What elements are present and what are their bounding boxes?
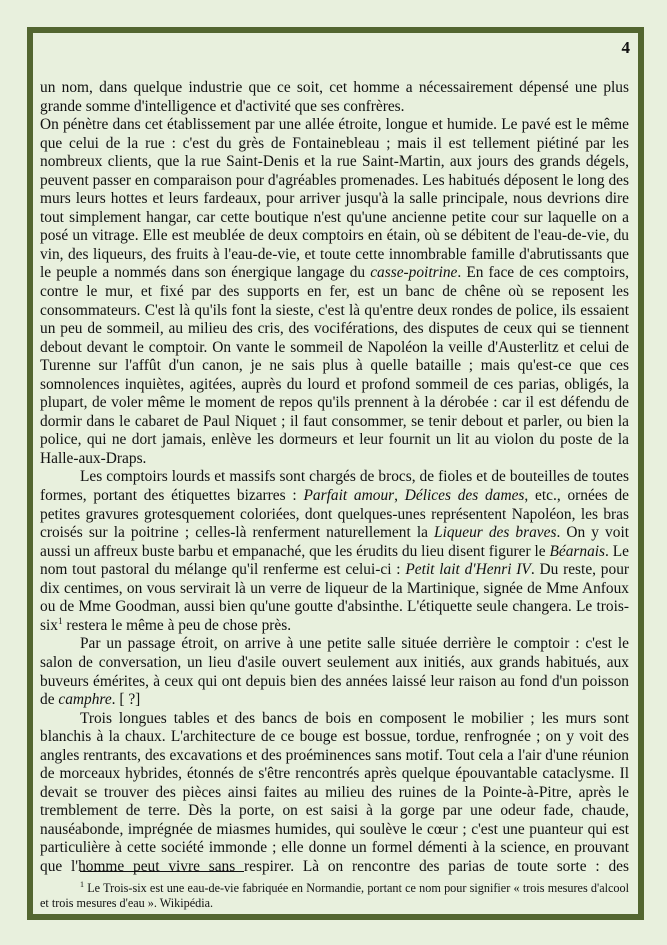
footnote-text: Le Trois-six est une eau-de-vie fabriquée en Normandie, portant ce nom pour signifier « trois mesures d'alcool et trois mesures d'eau ». Wikipédia. bbox=[40, 881, 629, 910]
paragraph bbox=[40, 635, 629, 709]
text-segment: restera le même à peu de chose près. bbox=[62, 616, 292, 634]
text-segment: . Du reste, pour dix centimes, on vous servirait là un verre de liqueur de la Martinique, signée de Mme Anfoux ou de Mme Goodman, aussi bien qu'une goutte d'absinthe. L'étiquette seule changera. Le trois-six bbox=[40, 561, 630, 634]
italic-text: Parfait amour bbox=[303, 487, 395, 505]
footnote-reference: 1 bbox=[57, 615, 63, 626]
italic-text: Délices des dames bbox=[404, 487, 525, 505]
body-text bbox=[40, 79, 629, 877]
footnote bbox=[40, 881, 629, 911]
footnote-separator bbox=[80, 871, 244, 872]
page-number: 4 bbox=[621, 38, 630, 57]
text-segment: Trois longues tables et des bancs de bois en composent le mobilier ; les murs sont blanchis à la chaux. L'architecture de ce bouge est bossue, tordue, renfrognée ; on y voit des angles rentrants, des excavations et des proéminences sans motif. Tout cela a l'air d'une réunion de morceaux hybrides, étonnés de s'être rencontrés après quelque épouvantable cataclysme. Il devait se trouver des pièces ainsi faites au milieu des ruines de la Pointe-à-Pitre, après le tremblement de terre. Dès la porte, on est saisi à la gorge par une odeur fade, chaude, nauséabonde, imprégnée de miasmes humides, qui soulève le cœur ; c'est une puanteur qui est particulière à cette société immonde ; elle donne un formel démenti à la science, en prouvant que l'homme peut vivre sans respirer. Là on rencontre des parias de toute sorte : des bbox=[40, 709, 629, 875]
italic-text: casse-poitrine bbox=[370, 264, 458, 282]
text-segment: un nom, dans quelque industrie que ce soit, cet homme a nécessairement dépensé une plus grande somme d'intelligence et d'activité que ses confrères. bbox=[40, 79, 629, 115]
text-segment: . [ ?] bbox=[111, 691, 141, 709]
text-segment: On pénètre dans cet établissement par une allée étroite, longue et humide. Le pavé est le même que celui de la rue : c'est du grès de Fontainebleau ; mais il est tellement piétiné par les nombreux clients, que la rue Saint-Denis et la rue Saint-Martin, aux jours des grands dégels, peuvent passer en comparaison pour d'agréables promenades. Les habitués déposent le long des murs leurs hottes et leurs fardeaux, pour arriver jusqu'à la salle principale, nous devrions dire tout simplement hangar, car cette boutique n'est qu'une ancienne petite cour sur laquelle on a posé un vitrage. Elle est meublée de deux comptoirs en étain, où se débitent de l'eau-de-vie, du vin, des liqueurs, des fruits à l'eau-de-vie, et toute cette innombrable famille d'abrutissants que le peuple a nommés dans son énergique langage du bbox=[40, 116, 629, 282]
text-segment: , etc., ornées de petites gravures grotesquement coloriées, dont quelques-unes représentent Napoléon, les bras croisés sur la poitrine ; celles-là renferment naturellement la bbox=[40, 487, 629, 542]
text-segment: Par un passage étroit, on arrive à une petite salle située derrière le comptoir : c'est le salon de conversation, un lieu d'asile ouvert seulement aux initiés, aux grands habitués, aux buveurs émérites, à ceux qui ont depuis bien des années laissé leur raison au fond d'un poisson de bbox=[40, 635, 629, 709]
paragraph bbox=[40, 468, 629, 635]
italic-text: Petit lait d'Henri IV bbox=[405, 561, 531, 579]
text-segment: . En face de ces comptoirs, contre le mur, et fixé par des supports en fer, est un banc de chêne où se reposent les consommateurs. C'est là qu'ils font la sieste, c'est là qu'entre deux rondes de police, ils essaient un peu de sommeil, au milieu des cris, des vociférations, des disputes de ceux qui se tiennent debout devant le comptoir. On vante le sommeil de Napoléon la veille d'Austerlitz et celui de Turenne sur l'affût d'un canon, je ne sais plus à quelle bataille ; mais qu'est-ce que ces somnolences inquiètes, agitées, auprès du lourd et profond sommeil de ces parias, obligés, la plupart, de voler même le moment de repos qu'ils prennent à la dérobée : car il est défendu de dormir dans le cabaret de Paul Niquet ; il faut consommer, se tenir debout et parler, ou bien la police, qui ne dort jamais, enlève les dormeurs et leur fournit un lit au violon du poste de la Halle-aux-Draps. bbox=[40, 264, 629, 467]
text-segment: , bbox=[394, 487, 405, 505]
footnote-marker: 1 bbox=[80, 879, 84, 889]
paragraph bbox=[40, 116, 629, 468]
text-segment: . On y voit aussi un affreux buste barbu et empanaché, que les érudits du lieu disent figurer le bbox=[40, 524, 630, 560]
italic-text: camphre bbox=[58, 691, 112, 709]
paragraph bbox=[40, 710, 629, 877]
text-segment: Les comptoirs lourds et massifs sont chargés de brocs, de fioles et de bouteilles de toutes formes, portant des étiquettes bizarres : bbox=[40, 468, 629, 505]
text-segment: . Le nom tout pastoral du mélange qu'il renferme est celui-ci : bbox=[40, 542, 629, 579]
italic-text: Béarnais bbox=[549, 542, 606, 560]
paragraph bbox=[40, 79, 629, 116]
italic-text: Liqueur des braves bbox=[434, 524, 557, 542]
page-frame bbox=[27, 27, 644, 920]
